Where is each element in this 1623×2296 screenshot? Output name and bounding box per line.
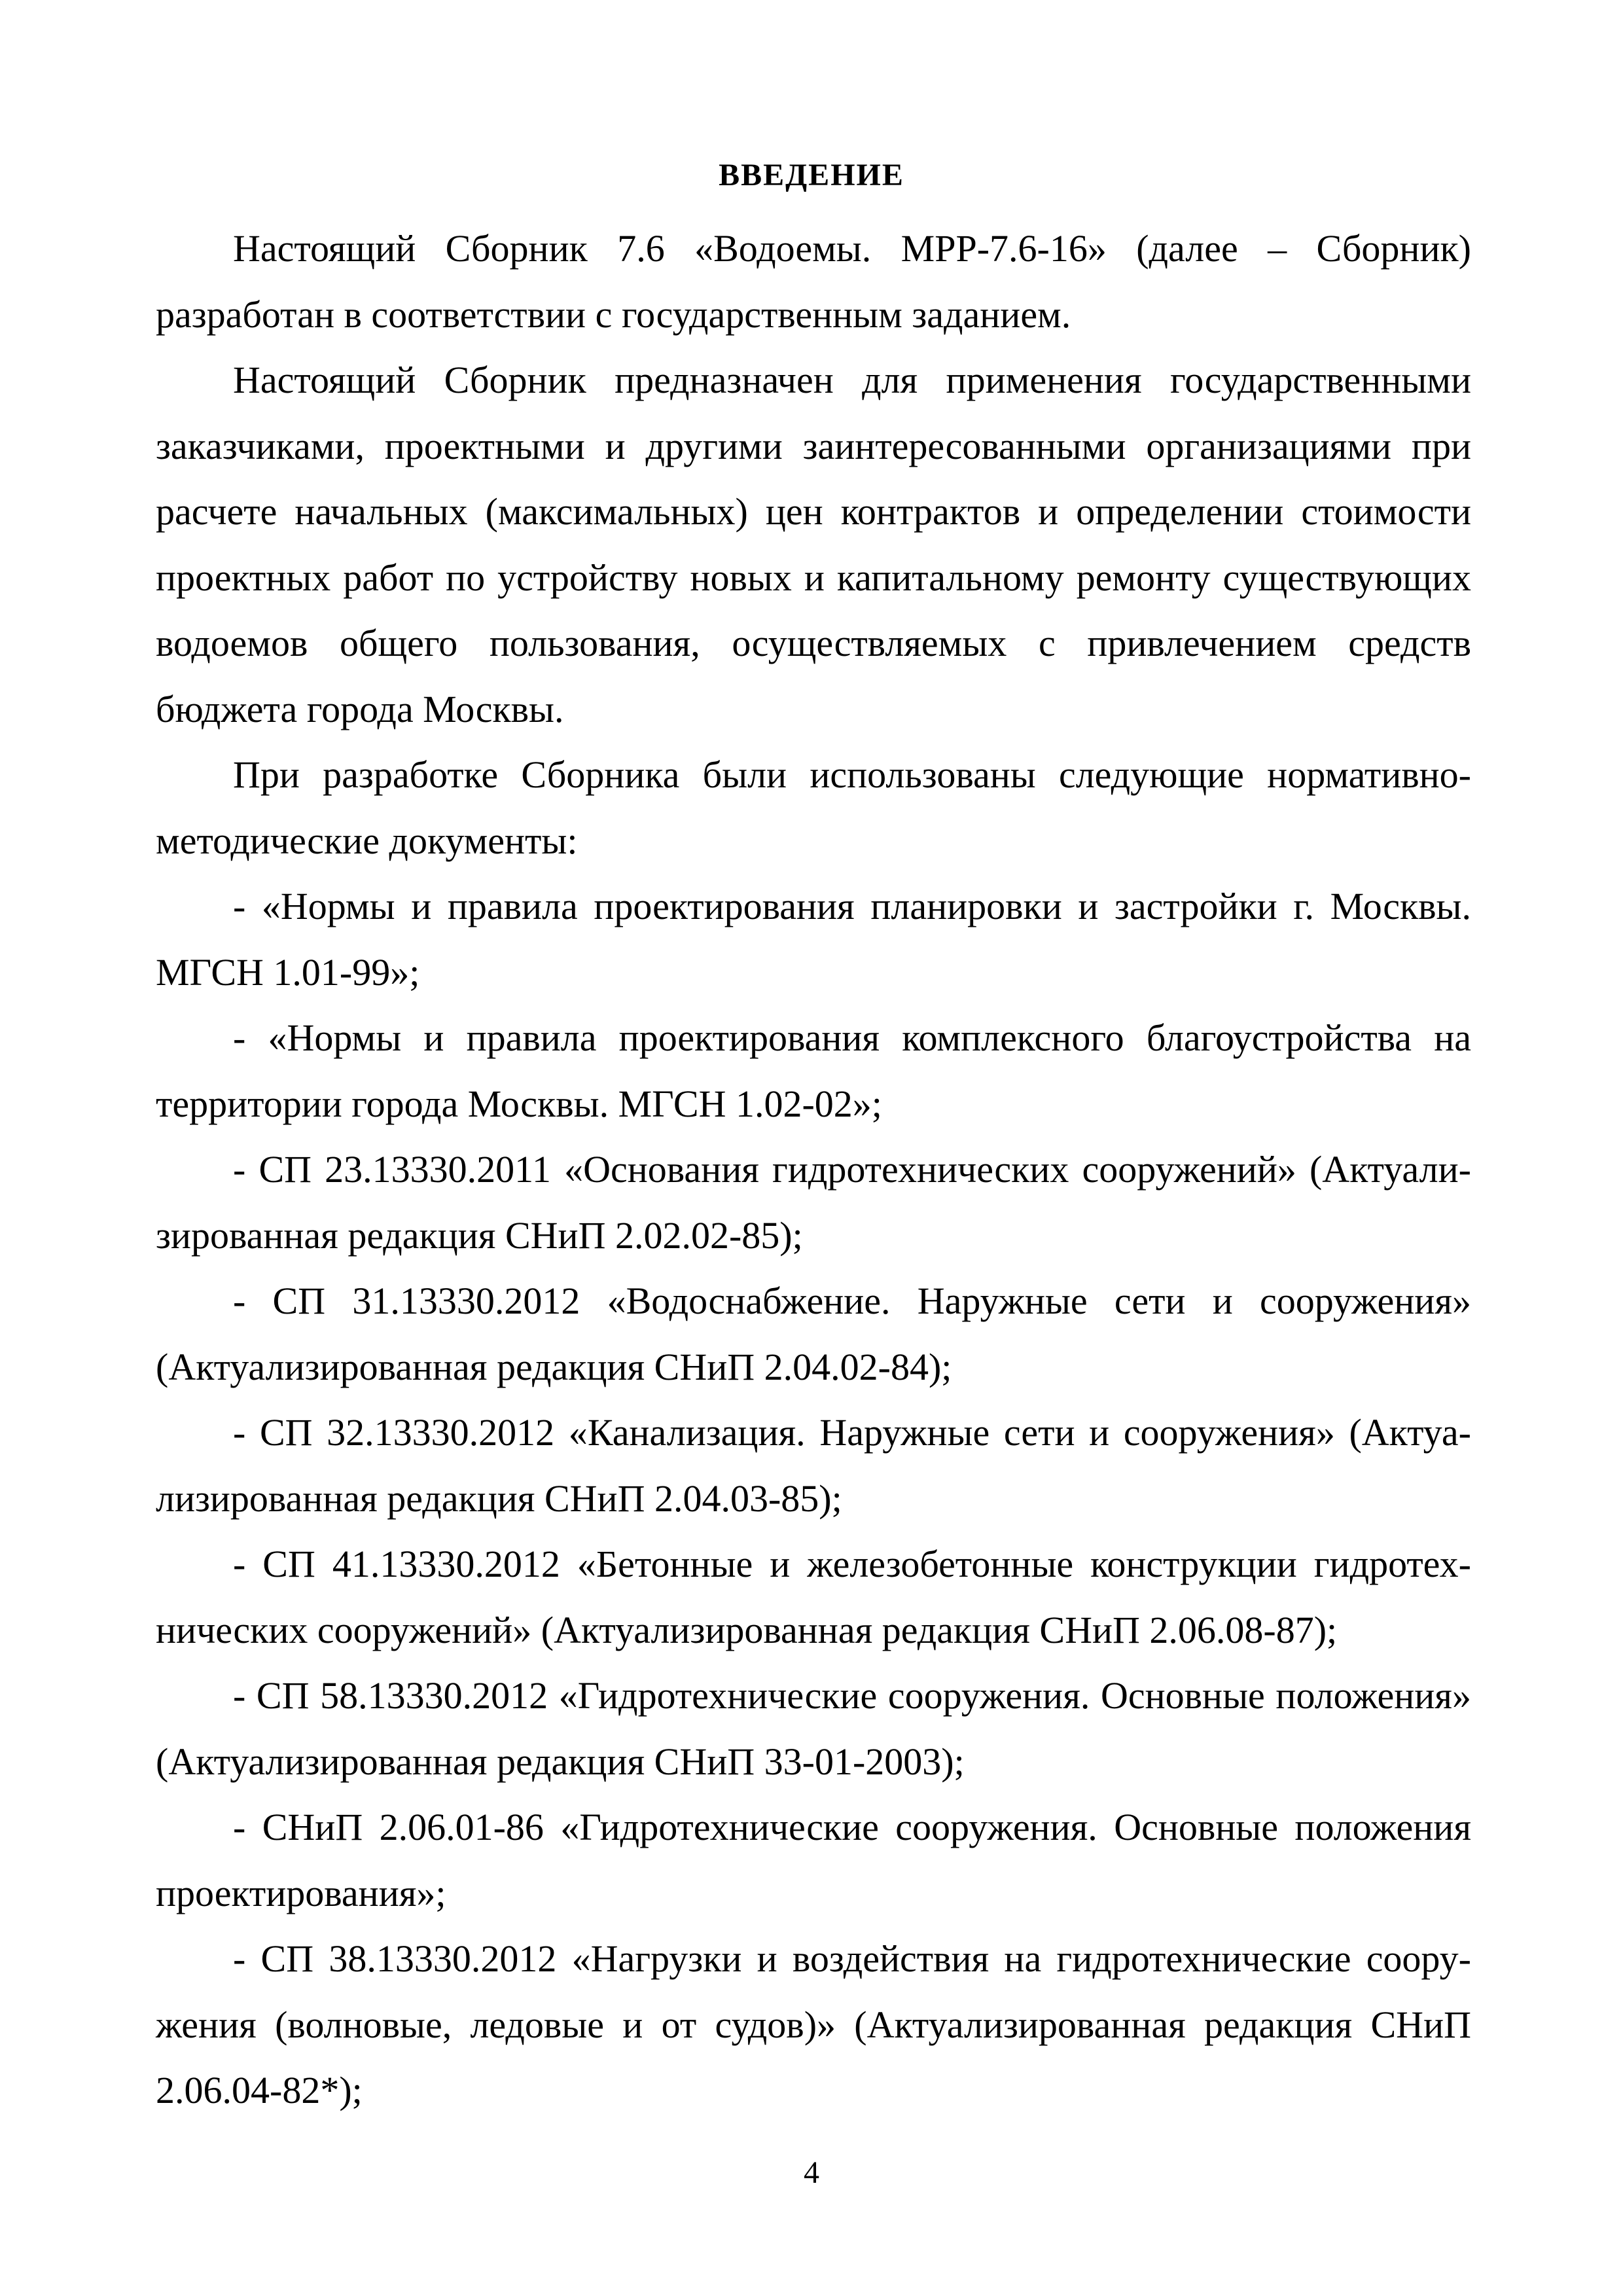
list-item-sp-58: - СП 58.13330.2012 «Гидротехнические сооружения. Основные положения» (Актуализированная редакция СНиП 33-01-2003);	[156, 1674, 1471, 1783]
list-item-snip-2-06-01: - СНиП 2.06.01-86 «Гидротехнические сооружения. Основные положения проектирования»;	[156, 1806, 1471, 1914]
paragraph-intro: Настоящий Сборник 7.6 «Водоемы. МРР-7.6-16» (далее – Сборник) разработан в соответствии с государственным заданием.	[156, 227, 1471, 336]
page-number: 4	[804, 2155, 819, 2190]
paragraph-documents-intro: При разработке Сборника были использованы следующие нормативно-методические документы:	[156, 753, 1471, 862]
list-item-mgsn-1-02: - «Нормы и правила проектирования комплексного благоустройства на территории города Москвы. МГСН 1.02-02»;	[156, 1016, 1471, 1125]
paragraph-purpose: Настоящий Сборник предназначен для применения государственными заказчиками, проектными и другими заинтересованными организациями при расчете начальных (максимальных) цен контрактов и определении стоимости проектных работ по устройству новых и капитальному ремонту существующих водоемов общего пользования, осуществляемых с привлечением средств бюджета города Москвы.	[156, 359, 1471, 730]
body-text	[156, 216, 1471, 2124]
list-item-sp-23: - СП 23.13330.2011 «Основания гидротехнических сооружений» (Актуализированная редакция СНиП 2.02.02-85);	[156, 1148, 1471, 1257]
list-item-sp-41: - СП 41.13330.2012 «Бетонные и железобетонные конструкции гидротехнических сооружений» (Актуализированная редакция СНиП 2.06.08-87);	[156, 1543, 1471, 1651]
list-item-sp-32: - СП 32.13330.2012 «Канализация. Наружные сети и сооружения» (Актуализированная редакция СНиП 2.04.03-85);	[156, 1411, 1471, 1520]
section-heading: ВВЕДЕНИЕ	[719, 158, 904, 192]
list-item-mgsn-1-01: - «Нормы и правила проектирования планировки и застройки г. Москвы. МГСН 1.01-99»;	[156, 885, 1471, 994]
list-item-sp-31: - СП 31.13330.2012 «Водоснабжение. Наружные сети и сооружения» (Актуализированная редакция СНиП 2.04.02-84);	[156, 1280, 1471, 1388]
list-item-sp-38: - СП 38.13330.2012 «Нагрузки и воздействия на гидротехнические сооружения (волновые, ледовые и от судов)» (Актуализированная редакция СНиП 2.06.04-82*);	[156, 1937, 1471, 2111]
